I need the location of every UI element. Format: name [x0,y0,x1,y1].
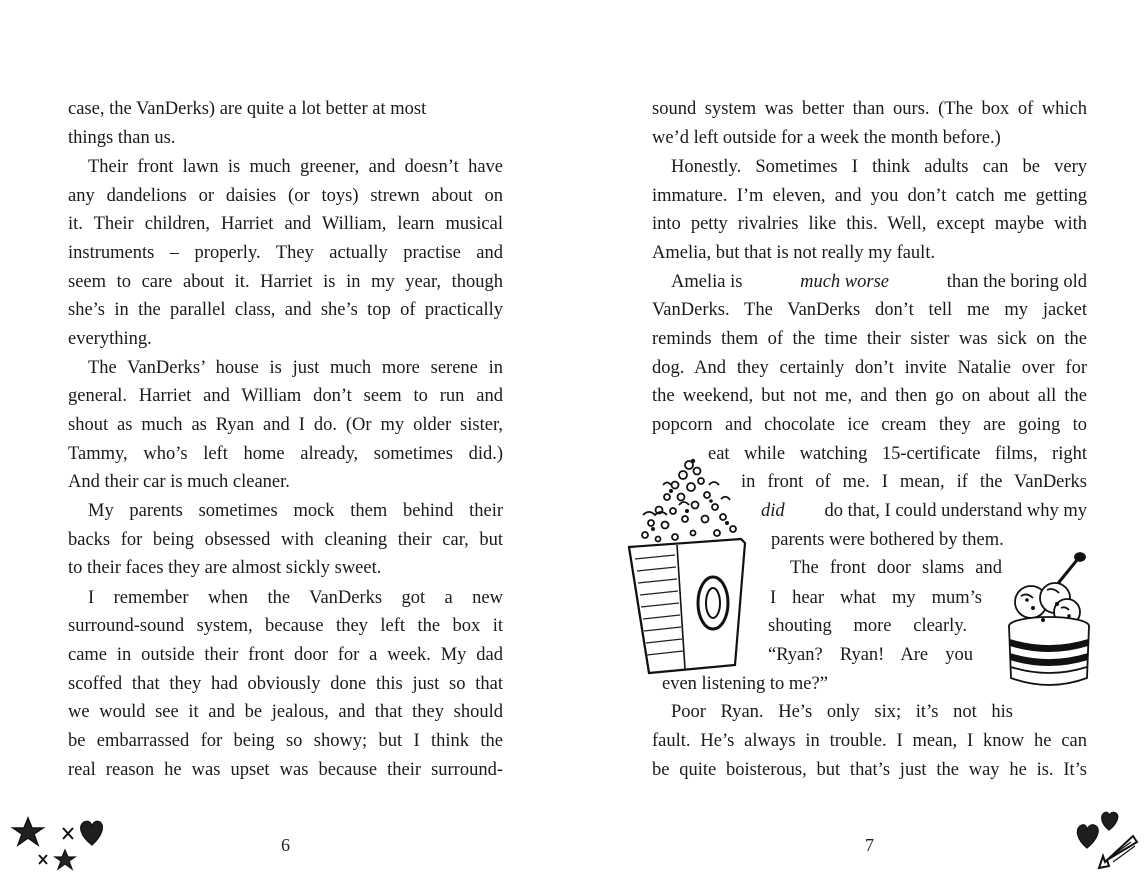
text-line: My parents sometimes mock them behind their [88,501,503,521]
text-line [671,268,1087,297]
text-line: Tammy, who’s left home already, sometimes did.) [68,444,503,464]
text-line: sound system was better than ours. (The box of which [652,99,1087,119]
text-line: things than us. [68,128,176,148]
text-line: surround-sound system, because they left the box it [68,616,503,636]
text-line: any dandelions or daisies (or toys) strewn about on [68,186,503,206]
text-line: fault. He’s always in trouble. I mean, I know he can [652,731,1087,751]
text-fragment: Amelia is [671,272,743,292]
text-line: The front door slams and [790,558,1002,578]
page-number: 6 [281,835,290,855]
text-line: The VanDerks’ house is just much more serene in [88,358,503,378]
text-line: be embarrassed for being so showy; but I think the [68,731,503,751]
text-line: seem to care about it. Harriet is in my year, though [68,272,503,292]
text-line: came in outside their front door for a week. My dad [68,645,503,665]
popcorn-box-illustration [623,455,751,683]
text-line: we would see it and be jealous, and that they should [68,702,503,722]
text-line: to their faces they are almost sickly sweet. [68,558,382,578]
text-line: “Ryan? Ryan! Are you [768,645,973,665]
text-fragment: do that, I could understand why my [824,501,1087,521]
text-line: VanDerks. The VanDerks don’t tell me my jacket [652,300,1087,320]
doodle-cluster [10,812,105,874]
text-line: Poor Ryan. He’s only six; it’s not his [671,702,1013,722]
cross-icon [63,828,73,839]
text-line: I hear what my mum’s [770,588,982,608]
arrow-icon [1099,836,1137,868]
emphasis-text: much worse [800,272,890,292]
doodle-cluster [1073,808,1143,874]
text-line: instruments – properly. They actually practise and [68,243,503,263]
page-number: 7 [865,835,874,855]
text-line: she’s in the parallel class, and she’s top of practically [68,300,503,320]
text-line: the weekend, but not me, and then go on about all the [652,386,1087,406]
text-line: I remember when the VanDerks got a new [88,588,503,608]
text-line: Amelia, but that is not really my fault. [652,243,936,263]
text-line: scoffed that they had obviously done this just so that [68,674,503,694]
right-page [573,0,1146,882]
text-line: into petty rivalries like this. Well, except maybe with [652,214,1087,234]
heart-icon [81,821,103,845]
star-icon [13,818,43,845]
text-line: dog. And they certainly don’t invite Natalie over for [652,358,1087,378]
text-line: in front of me. I mean, if the VanDerks [741,472,1087,492]
heart-icon [1077,825,1098,848]
text-line: parents were bothered by them. [771,530,1004,550]
emphasis-text: did [761,501,785,521]
text-line: we’d left outside for a week the month before.) [652,128,1001,148]
heart-icon [1102,812,1118,830]
text-line [761,497,1087,526]
text-line: shouting more clearly. [768,616,967,636]
text-line: popcorn and chocolate ice cream they are going to [652,415,1087,435]
text-line: And their car is much cleaner. [68,472,290,492]
text-line: reminds them of the time their sister was sick on the [652,329,1087,349]
text-line: it. Their children, Harriet and William, learn musical [68,214,503,234]
text-line: shout as much as Ryan and I do. (Or my older sister, [68,415,503,435]
ice-cream-cake-illustration [1003,550,1095,692]
text-line: case, the VanDerks) are quite a lot better at most [68,99,427,119]
text-line: even listening to me?” [662,674,828,694]
star-icon [55,850,75,869]
text-line: Their front lawn is much greener, and doesn’t have [88,157,503,177]
text-line: backs for being obsessed with cleaning their car, but [68,530,503,550]
text-line: everything. [68,329,152,349]
text-line: be quite boisterous, but that’s just the way he is. It’s [652,760,1087,780]
text-fragment: than the boring old [946,272,1087,292]
text-line: eat while watching 15-certificate films, right [708,444,1087,464]
text-line: general. Harriet and William don’t seem to run and [68,386,503,406]
cross-icon [39,855,47,864]
text-line: immature. I’m eleven, and you don’t catch me getting [652,186,1087,206]
text-line: Honestly. Sometimes I think adults can be very [671,157,1087,177]
text-line: real reason he was upset was because their surround- [68,760,503,780]
